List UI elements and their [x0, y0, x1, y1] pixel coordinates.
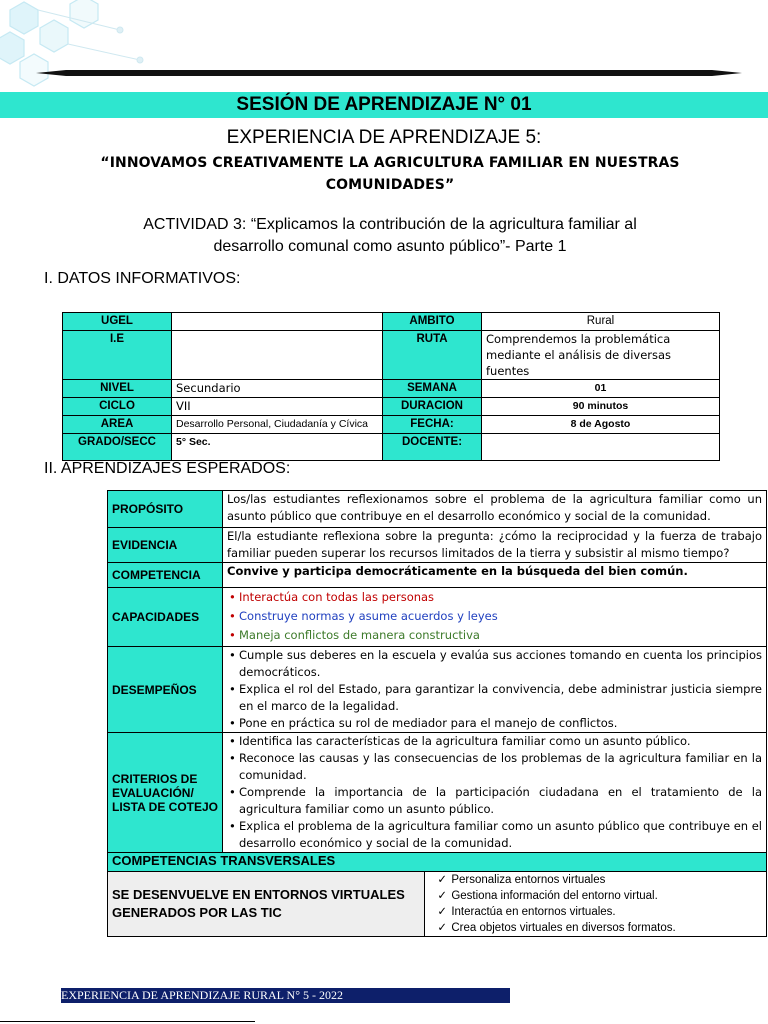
session-title: SESIÓN DE APRENDIZAJE N° 01 [236, 94, 532, 115]
capacidad-item: • Construye normas y asume acuerdos y leyes [227, 607, 762, 626]
criterio-item: • Identifica las características de la agricultura familiar como un asunto público. [227, 733, 762, 750]
grado-label: GRADO/SECC [63, 434, 172, 461]
evidencia-value: El/la estudiante reflexiona sobre la pregunta: ¿cómo la reciprocidad y la fuerza de trabajo familiar pueden superar los recursos limitados de la tierra y subsistir al mismo tiempo? [223, 528, 767, 563]
proposito-value: Los/las estudiantes reflexionamos sobre el problema de la agricultura familiar como un asunto público que contribuye en el desarrollo económico y social de la comunidad. [223, 491, 767, 528]
ciclo-value: VII [172, 398, 383, 416]
tic-item: ✓ Personaliza entornos virtuales [435, 872, 762, 888]
criterio-item: • Reconoce las causas y las consecuencias de los problemas de la agricultura familiar en la comunidad. [227, 750, 762, 784]
datos-informativos-table [62, 312, 720, 461]
ugel-value [172, 313, 383, 331]
nivel-value: Secundario [172, 380, 383, 398]
criterio-item: • Explica el problema de la agricultura familiar como un asunto público que contribuye en el desarrollo económico y social de la comunidad. [227, 818, 762, 852]
section-datos-informativos: I. DATOS INFORMATIVOS: [44, 270, 241, 287]
desempeno-item: • Pone en práctica su rol de mediador para el manejo de conflictos. [227, 715, 762, 732]
tic-item: ✓ Gestiona información del entorno virtual. [435, 888, 762, 904]
competencia-value: Convive y participa democráticamente en la búsqueda del bien común. [223, 563, 767, 588]
fecha-value: 8 de Agosto [482, 416, 720, 434]
experience-quote: “INNOVAMOS CREATIVAMENTE LA AGRICULTURA FAMILIAR EN NUESTRAS COMUNIDADES” [100, 155, 680, 193]
ie-label: I.E [63, 331, 172, 380]
tic-competency-label: SE DESENVUELVE EN ENTORNOS VIRTUALES GENERADOS POR LAS TIC [108, 872, 425, 937]
evidencia-label: EVIDENCIA [108, 528, 223, 563]
area-value: Desarrollo Personal, Ciudadanía y Cívica [172, 416, 383, 434]
experience-title: EXPERIENCIA DE APRENDIZAJE 5: [226, 127, 542, 148]
competencia-label: COMPETENCIA [108, 563, 223, 588]
decorative-top-rule [36, 68, 742, 78]
tic-list [435, 872, 762, 936]
ugel-label: UGEL [63, 313, 172, 331]
nivel-label: NIVEL [63, 380, 172, 398]
desempenos-label: DESEMPEÑOS [108, 647, 223, 733]
footer-banner: EXPERIENCIA DE APRENDIZAJE RURAL N° 5 - 2022 [61, 988, 510, 1003]
duracion-value: 90 minutos [482, 398, 720, 416]
semana-value: 01 [482, 380, 720, 398]
area-label: AREA [63, 416, 172, 434]
aprendizajes-table [107, 490, 767, 937]
semana-label: SEMANA [383, 380, 482, 398]
criterios-label: CRITERIOS DE EVALUACIÓN/ LISTA DE COTEJO [108, 733, 223, 853]
activity-title: ACTIVIDAD 3: “Explicamos la contribución de la agricultura familiar al desarrollo comunal como asunto público”- Parte 1 [143, 216, 637, 255]
desempeno-item: • Cumple sus deberes en la escuela y evalúa sus acciones tomando en cuenta los principios democráticos. [227, 647, 762, 681]
section-aprendizajes-esperados: II. APRENDIZAJES ESPERADOS: [44, 460, 291, 477]
ruta-label: RUTA [383, 331, 482, 380]
capacidad-item: • Maneja conflictos de manera constructiva [227, 626, 762, 645]
capacidad-item: • Interactúa con todas las personas [227, 588, 762, 607]
fecha-label: FECHA: [383, 416, 482, 434]
docente-label: DOCENTE: [383, 434, 482, 461]
tic-item: ✓ Crea objetos virtuales en diversos formatos. [435, 920, 762, 936]
tic-item: ✓ Interactúa en entornos virtuales. [435, 904, 762, 920]
grado-value: 5° Sec. [172, 434, 383, 461]
ambito-label: AMBITO [383, 313, 482, 331]
criterios-list [227, 733, 762, 852]
footer-rule [0, 1021, 255, 1022]
desempeno-item: • Explica el rol del Estado, para garantizar la convivencia, debe administrar justicia siempre en el marco de la legalidad. [227, 681, 762, 715]
ruta-value: Comprendemos la problemática mediante el análisis de diversas fuentes [482, 331, 720, 380]
capacidades-list [227, 588, 762, 645]
capacidades-label: CAPACIDADES [108, 588, 223, 647]
ciclo-label: CICLO [63, 398, 172, 416]
desempenos-list [227, 647, 762, 732]
duracion-label: DURACION [383, 398, 482, 416]
docente-value [482, 434, 720, 461]
criterio-item: • Comprende la importancia de la participación ciudadana en el tratamiento de la agricultura familiar como un asunto público. [227, 784, 762, 818]
competencias-transversales-header: COMPETENCIAS TRANSVERSALES [108, 853, 767, 872]
ambito-value: Rural [482, 313, 720, 331]
ie-value [172, 331, 383, 380]
proposito-label: PROPÓSITO [108, 491, 223, 528]
